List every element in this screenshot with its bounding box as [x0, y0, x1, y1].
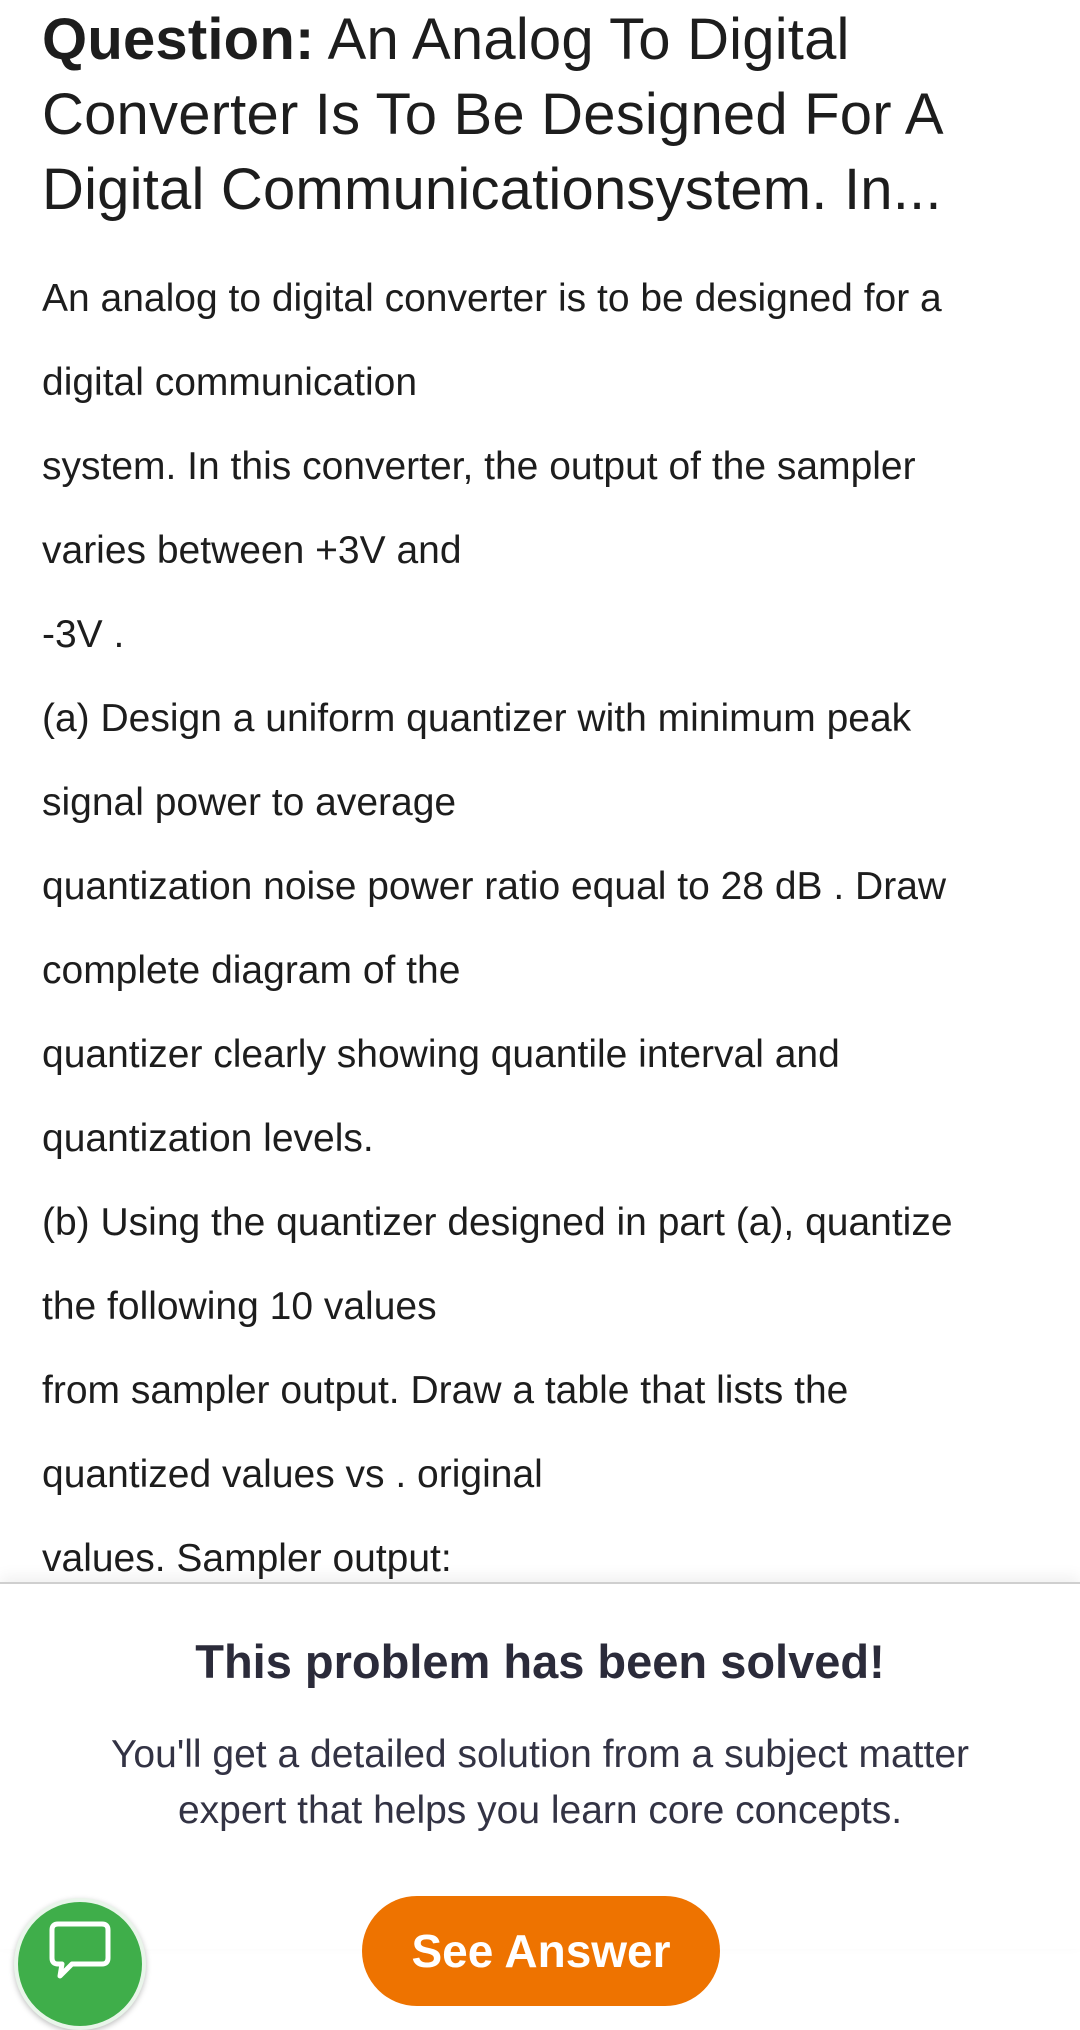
chat-bubble-icon: [44, 1920, 116, 1984]
question-title-line-2: Converter Is To Be Designed For A: [42, 82, 944, 147]
question-body-line: the following 10 values: [42, 1285, 437, 1328]
chat-support-button[interactable]: [14, 1898, 146, 2030]
question-body: [42, 257, 1038, 1601]
question-body-line: -3V .: [42, 613, 125, 656]
question-body-line: quantized values vs . original: [42, 1453, 543, 1496]
see-answer-button[interactable]: See Answer: [362, 1896, 720, 2006]
question-title-line-3: Digital Communicationsystem. In...: [42, 157, 942, 222]
question-body-line: (b) Using the quantizer designed in part (a), quantize: [42, 1201, 953, 1244]
question-body-line: from sampler output. Draw a table that lists the: [42, 1369, 849, 1412]
question-title-line-1: An Analog To Digital: [314, 7, 850, 72]
question-label: Question:: [42, 7, 315, 72]
question-body-line: signal power to average: [42, 781, 457, 824]
question-body-line: quantizer clearly showing quantile interval and: [42, 1033, 840, 1076]
question-body-line: digital communication: [42, 361, 418, 404]
question-body-line: An analog to digital converter is to be designed for a: [42, 277, 942, 320]
question-body-line: complete diagram of the: [42, 949, 461, 992]
question-body-line: varies between +3V and: [42, 529, 462, 572]
question-content: [42, 0, 1038, 1601]
question-body-line: quantization levels.: [42, 1117, 374, 1160]
question-body-line: system. In this converter, the output of the sampler: [42, 445, 916, 488]
question-body-line: quantization noise power ratio equal to 28 dB . Draw: [42, 865, 947, 908]
question-body-line: (a) Design a uniform quantizer with minimum peak: [42, 697, 912, 740]
question-body-line: values. Sampler output:: [42, 1537, 452, 1580]
question-title: [42, 0, 1038, 227]
solution-paywall-panel: [0, 1582, 1080, 1977]
paywall-title: This problem has been solved!: [195, 1635, 885, 1688]
paywall-description: You'll get a detailed solution from a subject matter expert that helps you learn core concepts.: [111, 1733, 969, 1832]
